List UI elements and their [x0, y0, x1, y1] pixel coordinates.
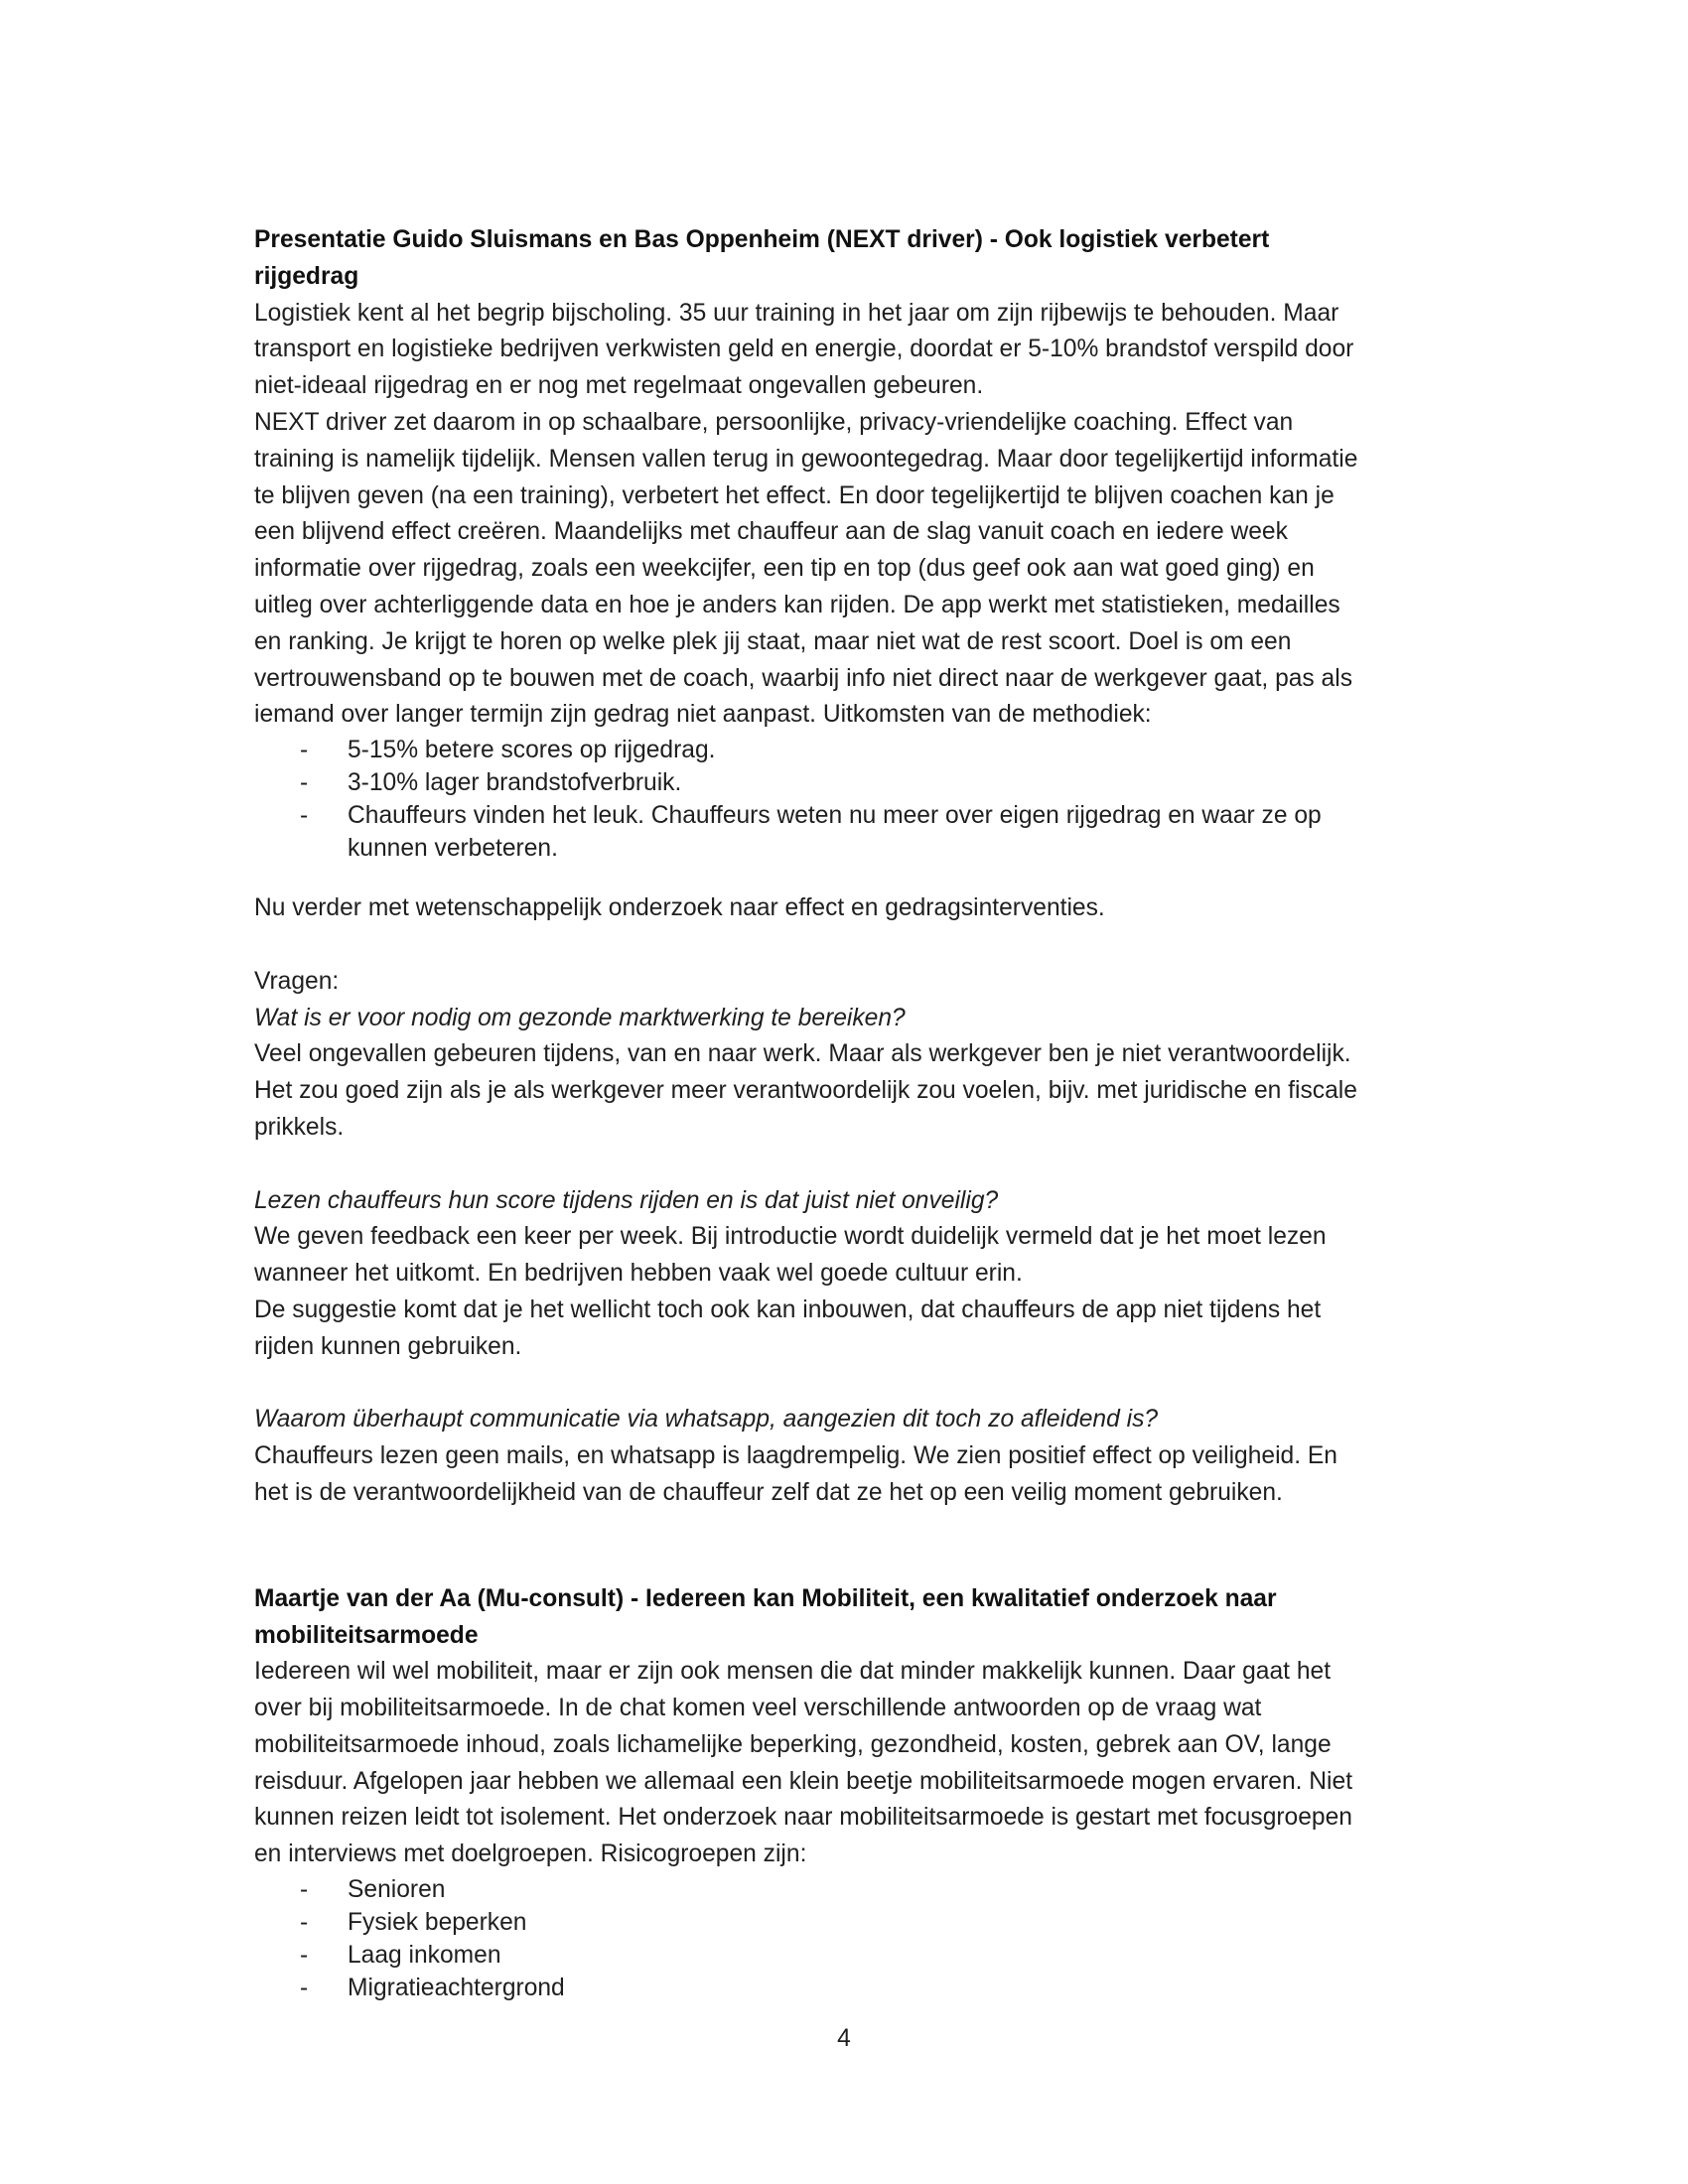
paragraph-logistics-intro: Logistiek kent al het begrip bijscholing. 35 uur training in het jaar om zijn rijbewijs te behouden. Maar transport en logistieke bedrijven verkwisten geld en energie, doordat er 5-10% brandstof verspild door niet-ideaal rijgedrag en er nog met regelmaat ongevallen gebeuren. [254, 299, 1354, 400]
risk-groups-list [254, 1873, 1436, 2004]
list-item: - Chauffeurs vinden het leuk. Chauffeurs weten nu meer over eigen rijgedrag en waar ze op kunnen verbeteren. [254, 799, 1436, 865]
questions-label: Vragen: [254, 967, 340, 995]
list-item: - Fysiek beperken [254, 1906, 1436, 1939]
list-item: - Laag inkomen [254, 1939, 1436, 1972]
section-heading-next-driver: Presentatie Guido Sluismans en Bas Oppenheim (NEXT driver) - Ook logistiek verbetert rijgedrag [254, 226, 1270, 290]
list-item: - 5-15% betere scores op rijgedrag. [254, 734, 1436, 766]
question-2: Lezen chauffeurs hun score tijdens rijden en is dat juist niet onveilig? [254, 1186, 999, 1214]
list-item: - 3-10% lager brandstofverbruik. [254, 766, 1436, 799]
page-number: 4 [837, 2025, 851, 2052]
list-item: - Senioren [254, 1873, 1436, 1906]
question-1: Wat is er voor nodig om gezonde marktwerking te bereiken? [254, 1004, 906, 1031]
question-3: Waarom überhaupt communicatie via whatsapp, aangezien dit toch zo afleidend is? [254, 1406, 1159, 1433]
answer-1: Veel ongevallen gebeuren tijdens, van en naar werk. Maar als werkgever ben je niet verantwoordelijk. Het zou goed zijn als je als werkgever meer verantwoordelijk zou voelen, bijv. met juridische en fiscale prikkels. [254, 1040, 1357, 1141]
answer-2: We geven feedback een keer per week. Bij introductie wordt duidelijk vermeld dat je het moet lezen wanneer het uitkomt. En bedrijven hebben vaak wel goede cultuur erin. De suggestie komt dat je het wellicht toch ook kan inbouwen, dat chauffeurs de app niet tijdens het rijden kunnen gebruiken. [254, 1223, 1327, 1360]
paragraph-closing: Nu verder met wetenschappelijk onderzoek naar effect en gedragsinterventies. [254, 894, 1105, 922]
paragraph-coaching: NEXT driver zet daarom in op schaalbare, persoonlijke, privacy-vriendelijke coaching. Effect van training is namelijk tijdelijk. Mensen vallen terug in gewoontegedrag. Maar door tegelijkertijd informatie te blijven geven (na een training), verbetert het effect. En door tegelijkertijd te blijven coachen kan je een blijvend effect creëren. Maandelijks met chauffeur aan de slag vanuit coach en iedere week informatie over rijgedrag, zoals een weekcijfer, een tip en top (dus geef ook aan wat goed ging) en uitleg over achterliggende data en hoe je anders kan rijden. De app werkt met statistieken, medailles en ranking. Je krijgt te horen op welke plek jij staat, maar niet wat de rest scoort. Doel is om een vertrouwensband op te bouwen met de coach, waarbij info niet direct naar de werkgever gaat, pas als iemand over langer termijn zijn gedrag niet aanpast. Uitkomsten van de methodiek: [254, 408, 1358, 729]
list-item: - Migratieachtergrond [254, 1972, 1436, 2004]
outcomes-list [254, 734, 1436, 865]
document-page [254, 222, 1436, 2004]
answer-3: Chauffeurs lezen geen mails, en whatsapp is laagdrempelig. We zien positief effect op veiligheid. En het is de verantwoordelijkheid van de chauffeur zelf dat ze het op een veilig moment gebruiken. [254, 1442, 1337, 1506]
paragraph-mobiliteitsarmoede: Iedereen wil wel mobiliteit, maar er zijn ook mensen die dat minder makkelijk kunnen. Daar gaat het over bij mobiliteitsarmoede. In de chat komen veel verschillende antwoorden op de vraag wat mobiliteitsarmoede inhoud, zoals lichamelijke beperking, gezondheid, kosten, gebrek aan OV, lange reisduur. Afgelopen jaar hebben we allemaal een klein beetje mobiliteitsarmoede mogen ervaren. Niet kunnen reizen leidt tot isolement. Het onderzoek naar mobiliteitsarmoede is gestart met focusgroepen en interviews met doelgroepen. Risicogroepen zijn: [254, 1658, 1353, 1868]
section-heading-mobiliteitsarmoede: Maartje van der Aa (Mu-consult) - Iedereen kan Mobiliteit, een kwalitatief onderzoek naar mobiliteitsarmoede [254, 1584, 1277, 1649]
